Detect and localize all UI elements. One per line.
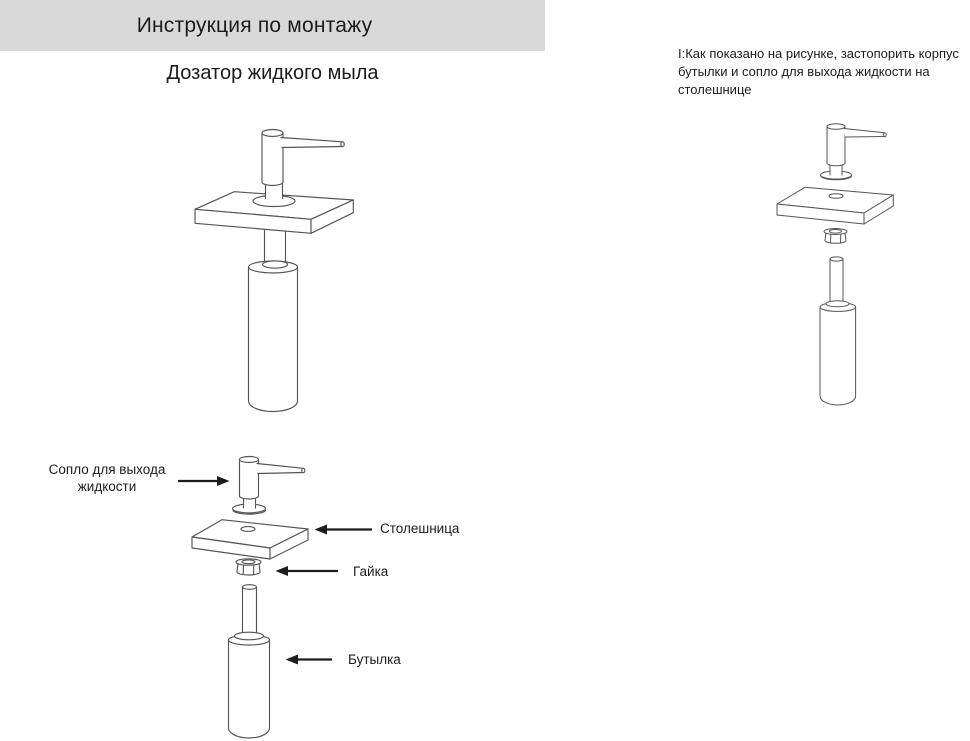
fig1-pump-head bbox=[262, 130, 283, 186]
nozzle-arrow bbox=[178, 476, 230, 486]
nut-arrow bbox=[276, 566, 339, 576]
exploded-parts-figure bbox=[168, 450, 380, 741]
fig3-tube bbox=[830, 257, 843, 305]
countertop-arrow bbox=[315, 525, 373, 535]
fig3-bottle bbox=[820, 301, 856, 405]
nut-label: Гайка bbox=[353, 564, 389, 579]
fig2-countertop bbox=[192, 520, 308, 559]
fig1-tube bbox=[265, 226, 286, 264]
fig2-pump-head bbox=[240, 457, 259, 500]
fig3-pump-head bbox=[827, 124, 845, 166]
nozzle-label: Сопло для выхода жидкости bbox=[48, 462, 166, 494]
fig3-nut bbox=[824, 229, 847, 244]
step-1-instruction bbox=[678, 45, 970, 99]
fig1-spout bbox=[281, 138, 344, 148]
instruction-line: I:Как показано на рисунке, застопорить корпус bbox=[678, 46, 959, 61]
countertop-label: Столешница bbox=[380, 521, 460, 536]
bottle-arrow bbox=[286, 655, 333, 665]
fig2-nut bbox=[236, 559, 261, 575]
instruction-line: бутылки и сопло для выхода жидкости на bbox=[678, 64, 930, 79]
page-title: Инструкция по монтажу bbox=[136, 13, 373, 37]
step-1-figure bbox=[770, 115, 900, 410]
assembled-dispenser-figure bbox=[185, 118, 360, 415]
fig3-countertop bbox=[777, 187, 893, 224]
bottle-label: Бутылка bbox=[348, 652, 401, 667]
fig2-tube bbox=[243, 585, 257, 638]
fig1-bottle bbox=[249, 261, 298, 412]
fig2-bottle bbox=[229, 632, 270, 738]
fig3-spout bbox=[844, 129, 886, 138]
fig2-spout bbox=[257, 464, 305, 474]
header-bar bbox=[0, 0, 545, 51]
instruction-line: столешнице bbox=[678, 82, 752, 97]
product-subtitle: Дозатор жидкого мыла bbox=[166, 62, 379, 84]
